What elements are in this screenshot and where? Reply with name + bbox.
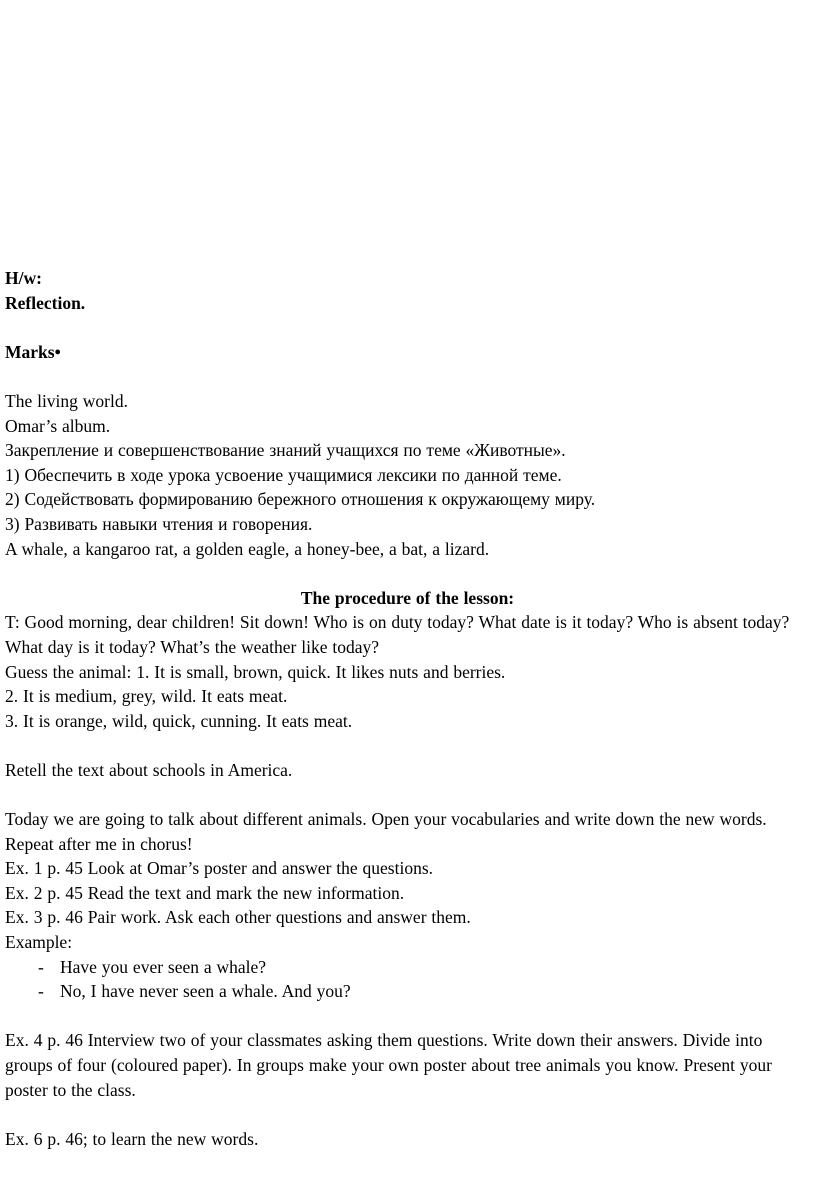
lesson-topic-album: Omar’s album. [5, 415, 111, 436]
retell-task: Retell the text about schools in America. [5, 759, 293, 780]
exercise-2: Ex. 2 p. 45 Read the text and mark the new information. [5, 882, 405, 903]
blank-line [5, 315, 810, 340]
blank-line [5, 561, 810, 586]
blank-line [5, 1004, 810, 1029]
blank-line [5, 364, 810, 389]
homework-exercise: Ex. 6 p. 46; to learn the new words. [5, 1128, 259, 1149]
reflection-label: Reflection. [5, 292, 86, 313]
guess-animal-1: Guess the animal: 1. It is small, brown, quick. It likes nuts and berries. [5, 661, 506, 682]
dash-list-marker: - [38, 956, 44, 977]
blank-line [5, 733, 810, 758]
guess-animal-2: 2. It is medium, grey, wild. It eats meat. [5, 686, 288, 707]
lesson-aim: Закрепление и совершенствование знаний учащихся по теме «Животные». [5, 440, 566, 461]
guess-animal-3: 3. It is orange, wild, quick, cunning. It eats meat. [5, 710, 353, 731]
teacher-questions: What day is it today? What’s the weather like today? [5, 636, 379, 657]
example-question-text: Have you ever seen a whale? [60, 956, 267, 977]
dash-list-marker: - [38, 981, 44, 1002]
objective-3: 3) Развивать навыки чтения и говорения. [5, 513, 313, 534]
procedure-heading: The procedure of the lesson: [300, 587, 515, 608]
blank-line [5, 782, 810, 807]
objective-1: 1) Обеспечить в ходе урока усвоение учащимися лексики по данной теме. [5, 464, 562, 485]
blank-line [5, 1102, 810, 1127]
exercise-4: Ex. 4 p. 46 Interview two of your classmates asking them questions. Write down their answers. Divide into groups of four (coloured paper). In groups make your own poster about tree animals you know. Present your poster to the class. [5, 1030, 772, 1100]
exercise-1: Ex. 1 p. 45 Look at Omar’s poster and answer the questions. [5, 858, 434, 879]
exercise-3: Ex. 3 p. 46 Pair work. Ask each other questions and answer them. [5, 907, 471, 928]
example-label: Example: [5, 932, 73, 953]
example-question [5, 955, 810, 980]
intro-new-topic: Today we are going to talk about different animals. Open your vocabularies and write down the new words. Repeat after me in chorus! [5, 809, 767, 854]
marks-label: Marks• [5, 341, 61, 362]
lesson-topic-english: The living world. [5, 390, 128, 411]
vocabulary-list: A whale, a kangaroo rat, a golden eagle, a honey-bee, a bat, a lizard. [5, 538, 490, 559]
teacher-greeting: T: Good morning, dear children! Sit down! Who is on duty today? What date is it today? Who is absent today? [5, 612, 790, 633]
example-answer-text: No, I have never seen a whale. And you? [60, 981, 351, 1002]
objective-2: 2) Содействовать формированию бережного отношения к окружающему миру. [5, 489, 596, 510]
example-answer [5, 979, 810, 1004]
homework-label: H/w: [5, 268, 42, 288]
